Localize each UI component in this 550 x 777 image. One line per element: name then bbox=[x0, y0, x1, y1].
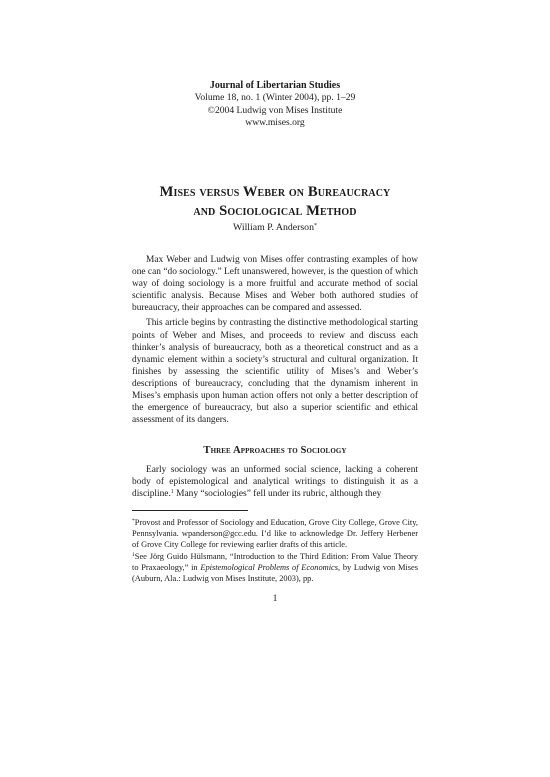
footnote-divider bbox=[132, 510, 248, 511]
footnotes bbox=[132, 517, 418, 584]
section-heading: Three Approaches to Sociology bbox=[203, 445, 347, 456]
journal-website: www.mises.org bbox=[245, 117, 305, 129]
journal-volume: Volume 18, no. 1 (Winter 2004), pp. 1–29 bbox=[194, 92, 356, 104]
footnote-2-mark: 1 bbox=[132, 552, 135, 558]
footnote-1-mark: * bbox=[132, 518, 135, 524]
abstract-body bbox=[132, 254, 418, 426]
footnote-2-text: See Jörg Guido Hülsmann, “Introduction to the Third Edition: From Value Theory to Praxaeology,” in bbox=[132, 552, 418, 572]
section-paragraph-text: Early sociology was an unformed social science, lacking a coherent body of epistemological and analytical writings to distinguish it as a discipline. bbox=[132, 465, 418, 500]
page-number: 1 bbox=[272, 593, 278, 604]
author-name: William P. Anderson bbox=[233, 222, 314, 233]
section-body bbox=[132, 464, 418, 500]
article-title bbox=[132, 183, 418, 220]
body-paragraph-2: This article begins by contrasting the distinctive methodological starting points of Weber and Mises, and proceeds to review and discuss each thinker’s analysis of bureaucracy, both as a theoretical construct and as a dynamic element within a society’s structural and cultural organization. It finishes by assessing the scientific utility of Mises’s and Weber’s descriptions of bureaucracy, concluding that the dynamism inherent in Mises’s emphasis upon human action offers not only a better description of the emergence of bureaucracy, but also a superior scientific and ethical assessment of its dangers. bbox=[132, 318, 418, 426]
footnote-1-text: Provost and Professor of Sociology and Education, Grove City College, Grove City, Pennsylvania. wpanderson@gcc.edu. I’d like to acknowledge Dr. Jeffery Herbener of Grove City College for reviewing earlier drafts of this article. bbox=[132, 518, 418, 549]
title-line-2: and Sociological Method bbox=[193, 202, 357, 219]
author-footnote-mark: * bbox=[313, 223, 317, 229]
title-line-1: Mises versus Weber on Bureaucracy bbox=[159, 184, 391, 200]
author-line bbox=[132, 222, 418, 234]
body-paragraph-1: Max Weber and Ludwig von Mises offer contrasting examples of how one can “do sociology.” Left unanswered, however, is the question of which way of doing sociology is a more fruitful and accurate method of social scientific analysis. Because Mises and Weber both authored studies of bureaucracy, their approaches can be compared and assessed. bbox=[132, 255, 418, 314]
journal-header bbox=[132, 80, 418, 130]
footnote-2-text-end: , by Ludwig von Mises (Auburn, Ala.: Ludwig von Mises Institute, 2003), pp. bbox=[132, 563, 418, 583]
section-paragraph-1 bbox=[132, 464, 418, 500]
footnote-1 bbox=[132, 517, 418, 550]
copyright-line: ©2004 Ludwig von Mises Institute bbox=[207, 104, 343, 116]
footnote-2-book-title: Epistemological Problems of Economics bbox=[200, 563, 338, 572]
journal-name: Journal of Libertarian Studies bbox=[209, 80, 341, 91]
footnote-reference-1: 1 bbox=[170, 489, 174, 496]
footnote-2 bbox=[132, 551, 418, 584]
section-paragraph-continuation: Many “sociologies” fell under its rubric, although they bbox=[173, 489, 382, 500]
